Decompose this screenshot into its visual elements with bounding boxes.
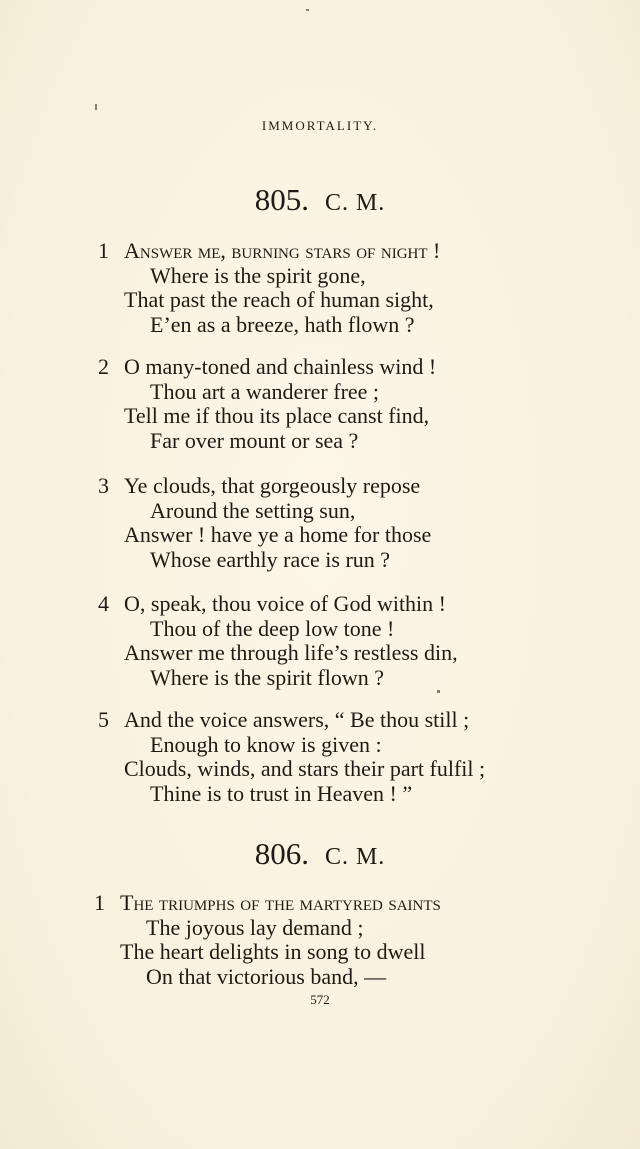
hymn-meter: C. M.: [324, 844, 386, 870]
verse-line: Around the setting sun,: [150, 497, 356, 523]
verse-line: Thine is to trust in Heaven ! ”: [150, 780, 413, 806]
stanza: [98, 592, 458, 690]
verse-line: [94, 891, 441, 916]
running-head: IMMORTALITY.: [261, 118, 379, 133]
verse-text: Answer me, burning stars of night !: [124, 238, 441, 263]
stanza: [94, 891, 441, 989]
verse-text: O, speak, thou voice of God within !: [124, 591, 446, 616]
ink-speck: [95, 104, 97, 110]
verse-line: [98, 355, 436, 380]
hymn-number: 805.: [254, 182, 309, 217]
verse-line: Thou art a wanderer free ;: [150, 378, 380, 404]
stanza: [98, 474, 431, 572]
hymn-number: 806.: [254, 836, 309, 871]
verse-line: Clouds, winds, and stars their part fulfil ;: [124, 756, 486, 781]
ink-speck: [306, 9, 309, 11]
stanza: [98, 355, 436, 453]
verse-line: Whose earthly race is run ?: [150, 546, 391, 572]
verse-line: Tell me if thou its place canst find,: [124, 403, 430, 428]
stanza-number: 1: [94, 890, 105, 915]
verse-line: Where is the spirit gone,: [150, 262, 366, 288]
verse-text: The triumphs of the martyred saints: [120, 890, 441, 915]
verse-line: On that victorious band, —: [146, 963, 387, 989]
verse-line: [98, 592, 458, 617]
verse-line: That past the reach of human sight,: [124, 287, 434, 312]
verse-line: Answer me through life’s restless din,: [124, 640, 458, 665]
stanza-number: 2: [98, 354, 109, 379]
hymn-heading: [0, 182, 640, 218]
verse-line: E’en as a breeze, hath flown ?: [150, 311, 415, 337]
verse-line: [98, 708, 485, 733]
stanza: [98, 239, 440, 337]
stanza-number: 4: [98, 591, 109, 616]
ink-speck: [437, 690, 440, 693]
verse-line: Thou of the deep low tone !: [150, 615, 395, 641]
hymn-heading: [0, 836, 640, 872]
verse-line: Where is the spirit flown ?: [150, 664, 384, 690]
verse-line: [98, 239, 440, 264]
stanza: [98, 708, 485, 806]
verse-text: O many-toned and chainless wind !: [124, 354, 437, 379]
verse-line: The joyous lay demand ;: [146, 914, 364, 940]
verse-line: Enough to know is given :: [150, 731, 382, 757]
verse-line: Answer ! have ye a home for those: [124, 522, 432, 547]
verse-line: The heart delights in song to dwell: [120, 939, 426, 964]
verse-line: Far over mount or sea ?: [150, 427, 359, 453]
page-number: 572: [310, 992, 330, 1007]
stanza-number: 3: [98, 473, 109, 498]
verse-text: And the voice answers, “ Be thou still ;: [124, 707, 470, 732]
verse-line: [98, 474, 431, 499]
stanza-number: 5: [98, 707, 109, 732]
hymn-meter: C. M.: [324, 190, 386, 216]
verse-text: Ye clouds, that gorgeously repose: [124, 473, 421, 498]
stanza-number: 1: [98, 238, 109, 263]
